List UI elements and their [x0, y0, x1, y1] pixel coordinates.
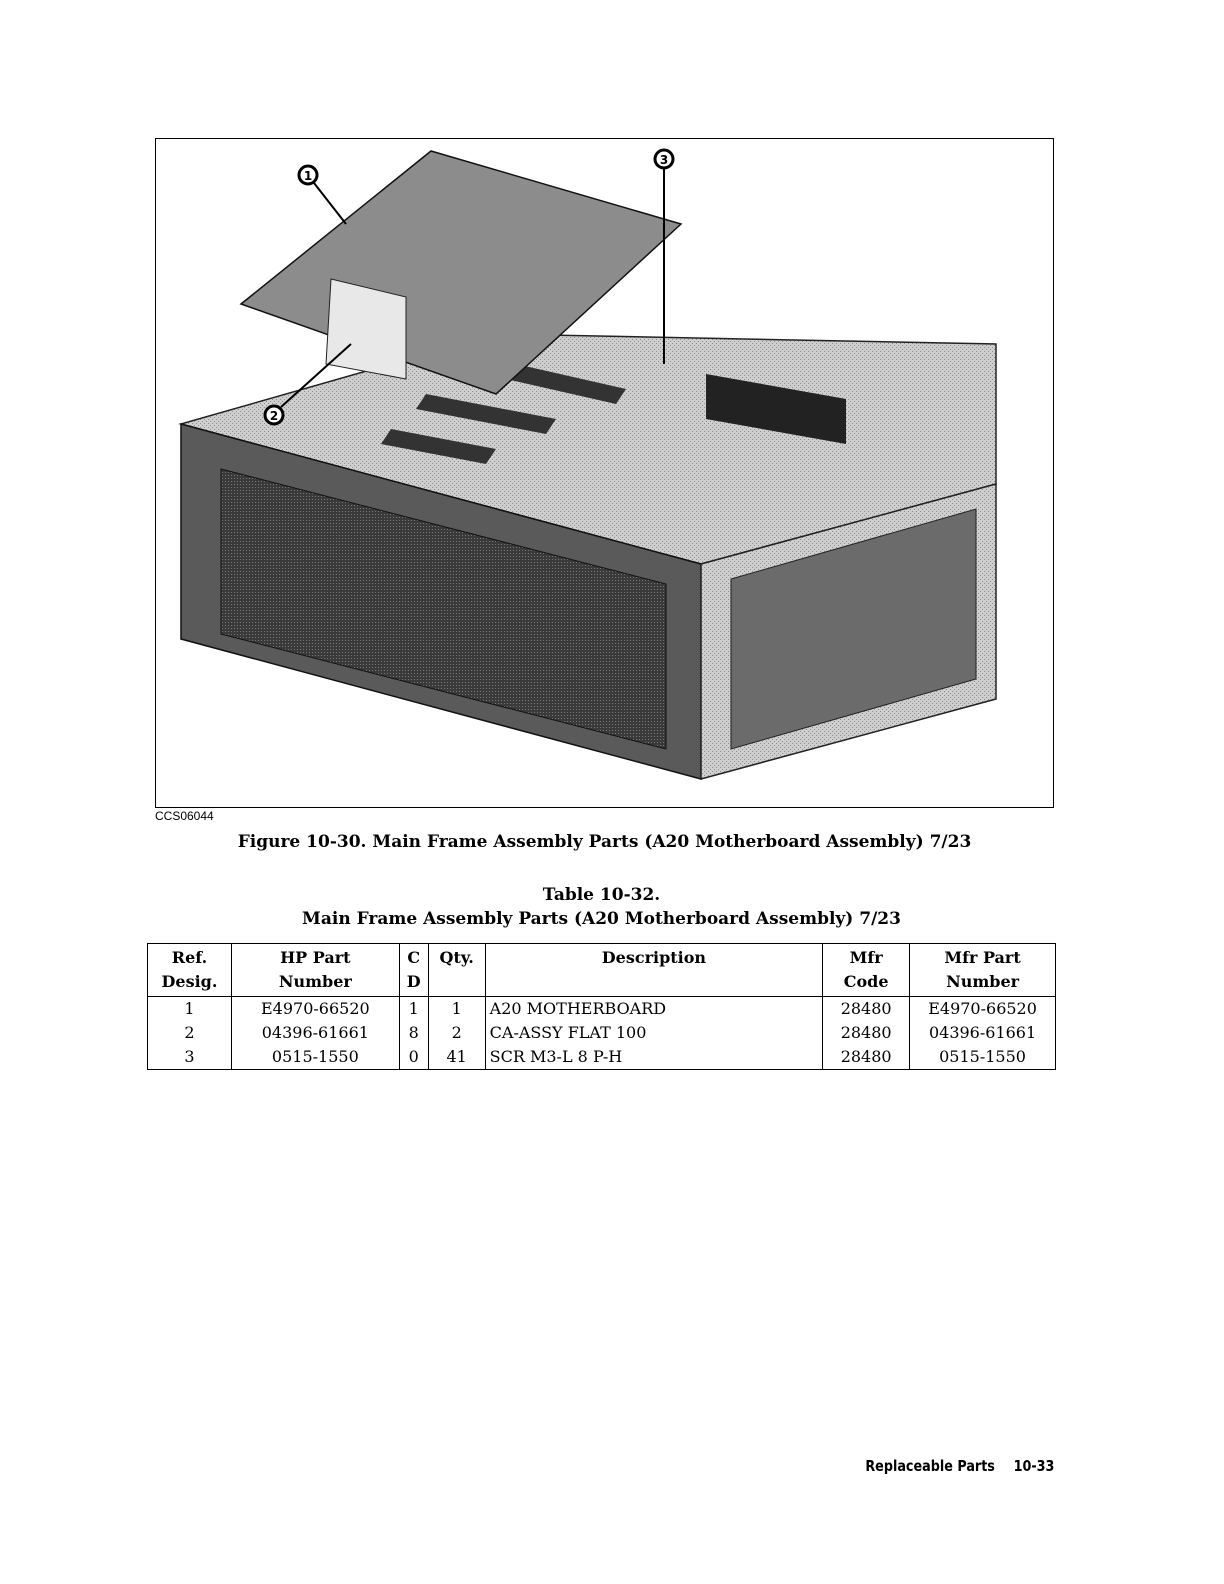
- cell-mfr-code: 28480: [823, 1021, 910, 1045]
- main-frame-illustration: [156, 139, 1053, 807]
- table-row: [148, 1045, 1056, 1070]
- footer-section-title: Replaceable Parts: [864, 1457, 995, 1475]
- header-mfr-code: Mfr Code: [823, 944, 910, 997]
- header-ref-desig: Ref. Desig.: [148, 944, 232, 997]
- header-hp-part-number: HP Part Number: [231, 944, 399, 997]
- callout-1: [299, 166, 346, 224]
- cell-description: CA-ASSY FLAT 100: [485, 1021, 823, 1045]
- table-header-row: [148, 944, 1056, 997]
- header-mfr-part-number: Mfr Part Number: [910, 944, 1056, 997]
- header-description: Description: [485, 944, 823, 997]
- cell-mfr-part: 0515-1550: [910, 1045, 1056, 1070]
- svg-text:3: 3: [659, 153, 669, 167]
- parts-table: [147, 943, 1056, 1070]
- cell-mfr-code: 28480: [823, 1045, 910, 1070]
- cell-qty: 41: [428, 1045, 485, 1070]
- cell-ref: 3: [148, 1045, 232, 1070]
- cell-cd: 8: [399, 1021, 428, 1045]
- footer-page-number: 10-33: [1013, 1457, 1054, 1475]
- cell-cd: 1: [399, 997, 428, 1022]
- cell-hp-part: 0515-1550: [231, 1045, 399, 1070]
- cell-mfr-part: 04396-61661: [910, 1021, 1056, 1045]
- header-qty: Qty.: [428, 944, 485, 997]
- table-row: [148, 1021, 1056, 1045]
- cell-mfr-part: E4970-66520: [910, 997, 1056, 1022]
- table-title: [147, 883, 1056, 931]
- figure-frame: [155, 138, 1054, 808]
- figure-id-label: CCS06044: [155, 809, 214, 823]
- figure-caption: Figure 10-30. Main Frame Assembly Parts (A20 Motherboard Assembly) 7/23: [237, 832, 972, 852]
- table-name: Main Frame Assembly Parts (A20 Motherboard Assembly) 7/23: [302, 909, 901, 929]
- page-footer: [865, 1457, 1054, 1475]
- cell-ref: 2: [148, 1021, 232, 1045]
- cell-cd: 0: [399, 1045, 428, 1070]
- cell-ref: 1: [148, 997, 232, 1022]
- svg-text:1: 1: [303, 169, 313, 183]
- cell-qty: 2: [428, 1021, 485, 1045]
- cell-mfr-code: 28480: [823, 997, 910, 1022]
- cell-description: A20 MOTHERBOARD: [485, 997, 823, 1022]
- header-cd: C D: [399, 944, 428, 997]
- cell-hp-part: E4970-66520: [231, 997, 399, 1022]
- cell-description: SCR M3-L 8 P-H: [485, 1045, 823, 1070]
- svg-text:2: 2: [269, 409, 279, 423]
- table-number: Table 10-32.: [542, 885, 661, 905]
- cell-qty: 1: [428, 997, 485, 1022]
- callout-3: [655, 150, 673, 364]
- table-row: [148, 997, 1056, 1022]
- cell-hp-part: 04396-61661: [231, 1021, 399, 1045]
